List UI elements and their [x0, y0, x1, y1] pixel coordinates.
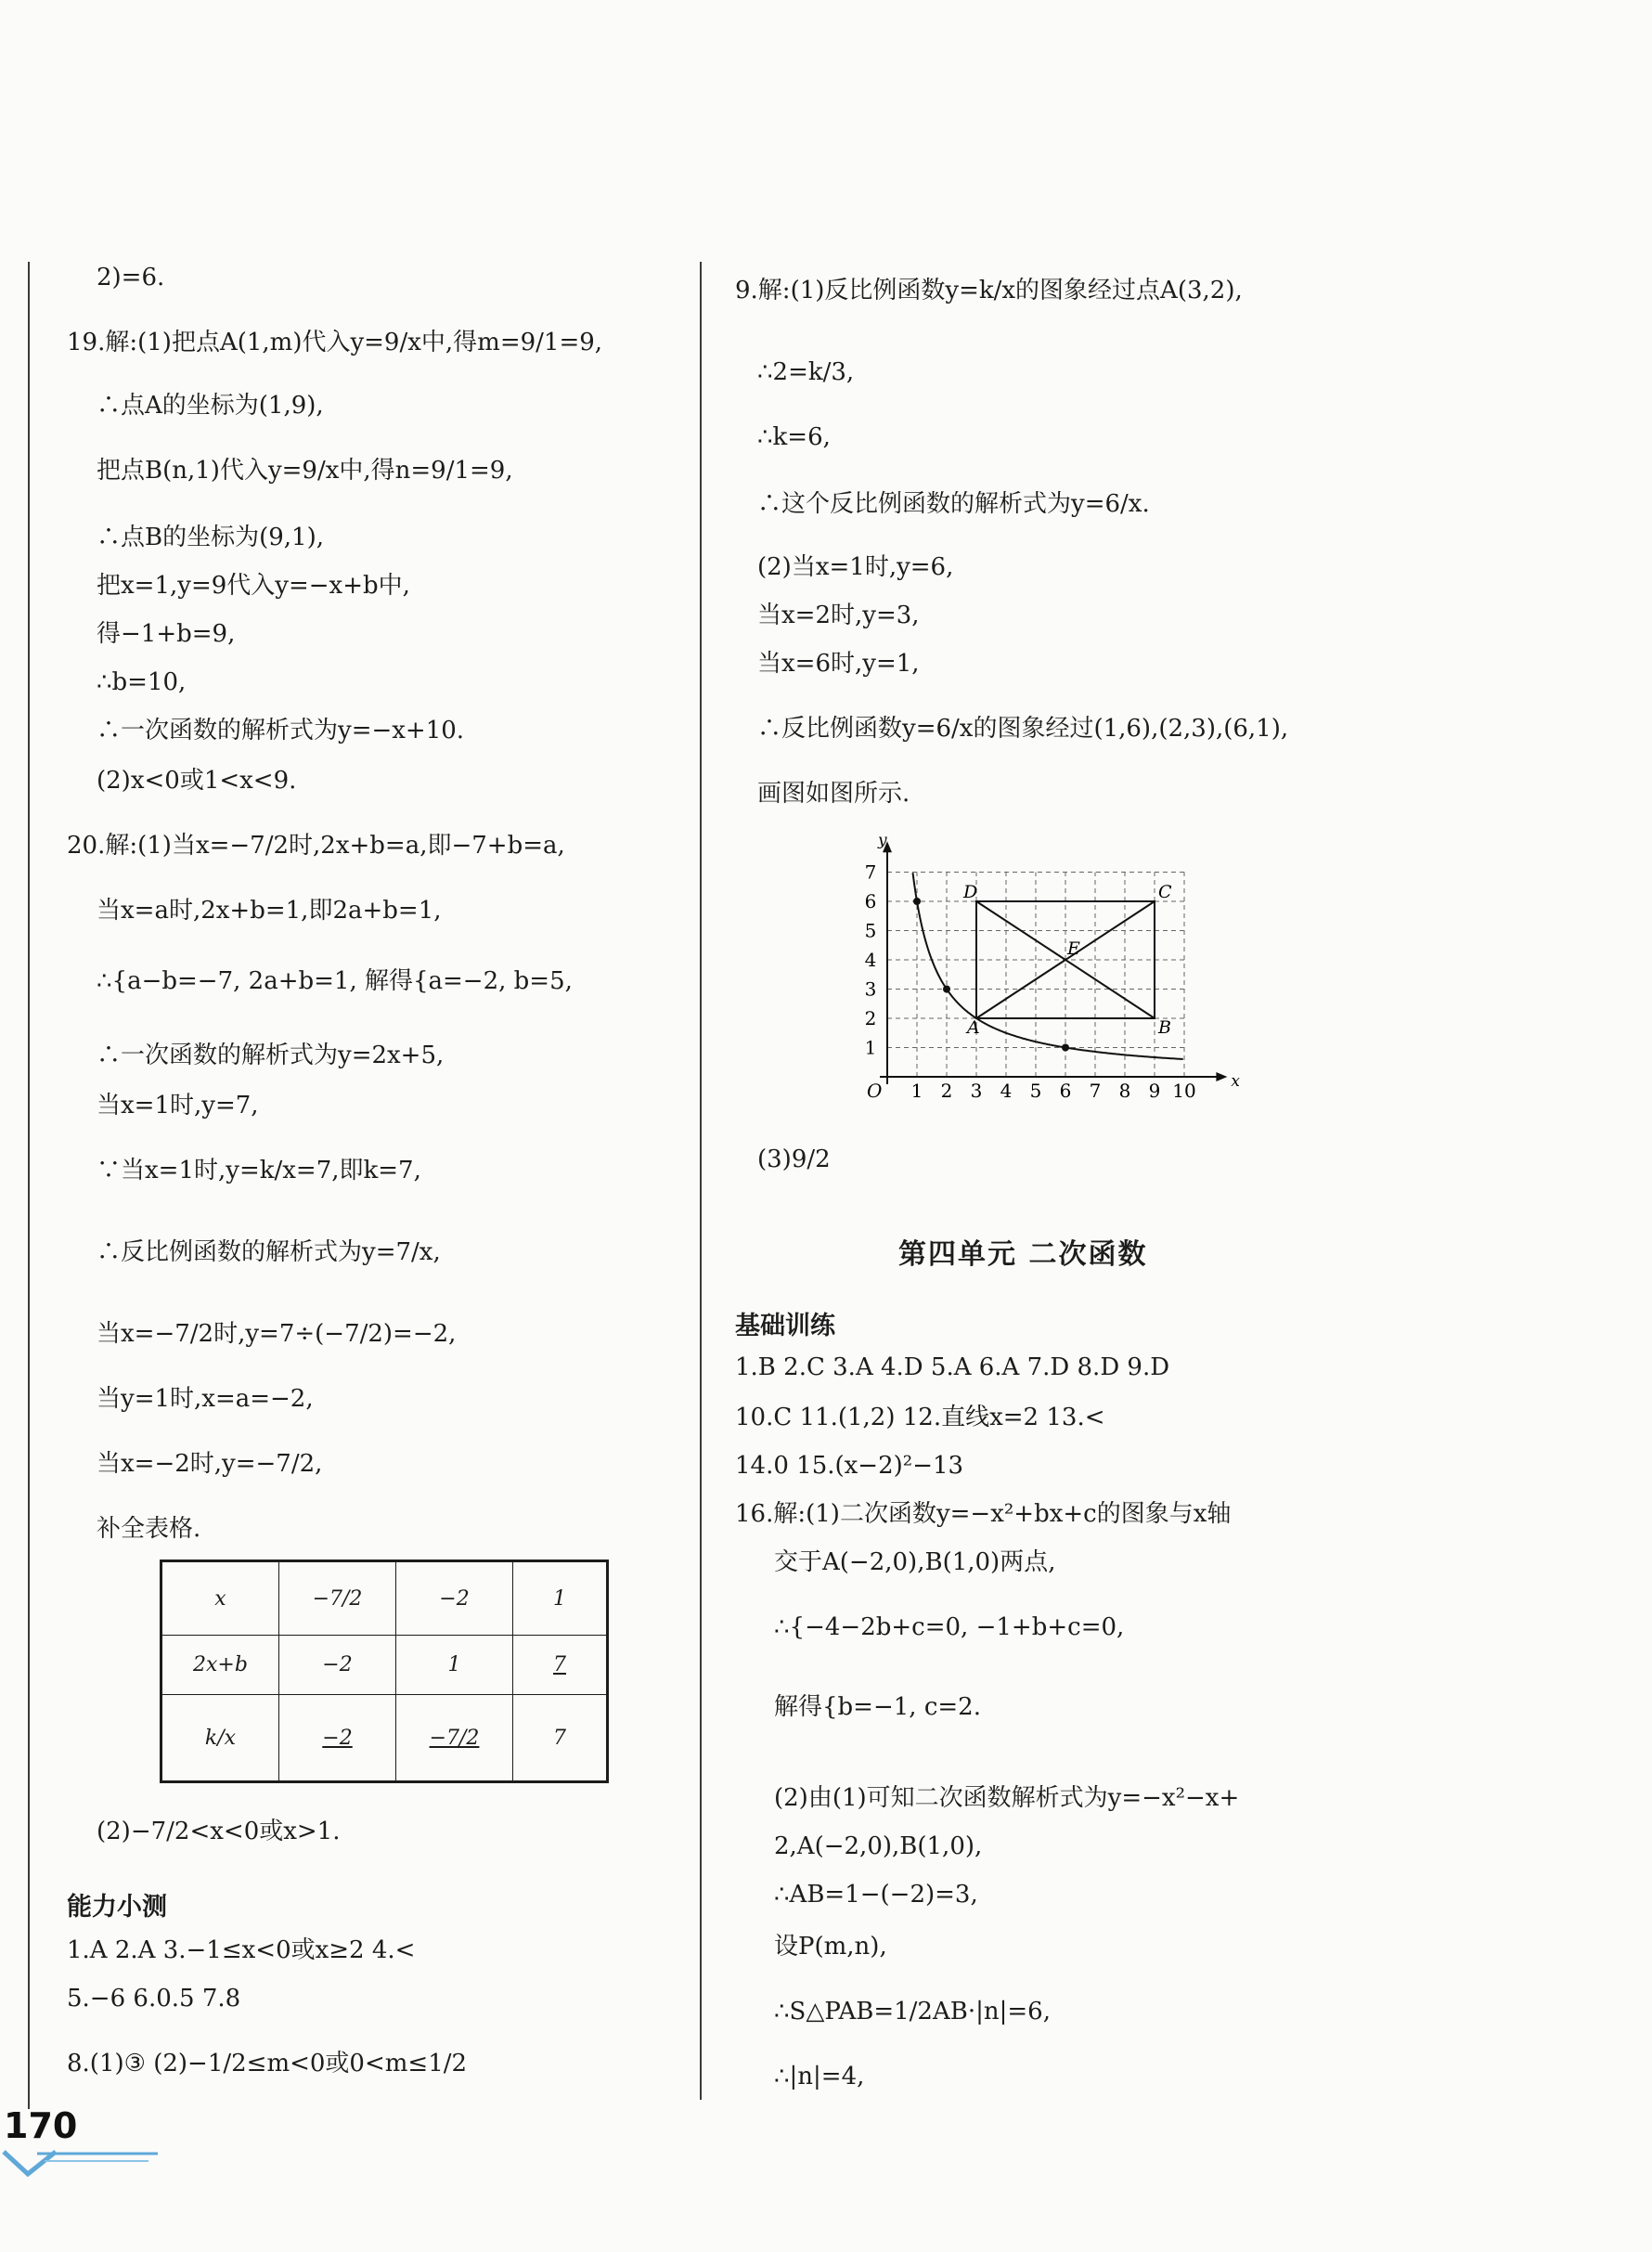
y-tick-label: 2: [864, 1007, 877, 1029]
ability-line-1: 5.−6 6.0.5 7.8: [67, 1985, 241, 2013]
right-line-3: ∴这个反比例函数的解析式为y=6/x.: [757, 490, 1150, 518]
unit-title: 第四单元 二次函数: [898, 1238, 1148, 1271]
column-divider: [700, 262, 702, 2100]
x-tick-label: 1: [910, 1080, 923, 1102]
left-line-18: 当y=1时,x=a=−2,: [97, 1385, 314, 1413]
point-label-d: D: [963, 882, 978, 902]
x-axis-arrow: [1216, 1072, 1227, 1081]
q16-line-3: 解得{b=−1, c=2.: [774, 1693, 981, 1721]
table-cell: 2x+b: [161, 1636, 279, 1695]
left-line-15: ∵当x=1时,y=k/x=7,即k=7,: [97, 1157, 421, 1184]
q16-line-7: 设P(m,n),: [774, 1933, 887, 1961]
answer-line-2: 14.0 15.(x−2)²−13: [735, 1452, 964, 1480]
right-line-9: (3)9/2: [757, 1145, 831, 1173]
point-label-c: C: [1158, 882, 1172, 902]
q16-line-1: 交于A(−2,0),B(1,0)两点,: [774, 1548, 1056, 1576]
page-number-swoosh: [0, 2144, 167, 2181]
q16-line-9: ∴|n|=4,: [774, 2063, 865, 2090]
right-line-0: 9.解:(1)反比例函数y=k/x的图象经过点A(3,2),: [735, 277, 1243, 304]
table-cell: x: [161, 1561, 279, 1636]
y-tick-label: 1: [864, 1036, 877, 1059]
ability-line-0: 1.A 2.A 3.−1≤x<0或x≥2 4.<: [67, 1936, 416, 1964]
x-axis-label: x: [1231, 1072, 1240, 1091]
ability-heading: 能力小测: [67, 1893, 167, 1922]
marked-point: [1062, 1044, 1069, 1052]
page-number: 170: [4, 2105, 78, 2146]
right-line-7: ∴反比例函数y=6/x的图象经过(1,6),(2,3),(6,1),: [757, 715, 1289, 743]
y-tick-label: 3: [864, 977, 877, 1001]
x-tick-label: 4: [1000, 1080, 1013, 1102]
x-tick-label: 10: [1172, 1080, 1196, 1102]
left-line-21: (2)−7/2<x<0或x>1.: [97, 1818, 341, 1845]
x-tick-label: 8: [1118, 1080, 1131, 1102]
left-line-8: ∴一次函数的解析式为y=−x+10.: [97, 717, 465, 744]
q16-line-8: ∴S△PAB=1/2AB·|n|=6,: [774, 1998, 1051, 2026]
q16-line-4: (2)由(1)可知二次函数解析式为y=−x²−x+: [774, 1784, 1240, 1812]
table-cell: −7/2: [279, 1561, 396, 1636]
x-tick-label: 9: [1148, 1080, 1161, 1102]
table-cell: −2: [396, 1561, 513, 1636]
x-tick-label: 5: [1029, 1080, 1042, 1102]
table-cell: 1: [396, 1636, 513, 1695]
right-line-6: 当x=6时,y=1,: [757, 650, 920, 678]
origin-label: O: [867, 1080, 883, 1102]
completed-table: [160, 1560, 609, 1783]
y-tick-label: 7: [864, 861, 877, 884]
point-label-e: E: [1067, 938, 1080, 959]
table-cell: −7/2: [396, 1695, 513, 1782]
ability-line-2: 8.(1)③ (2)−1/2≤m<0或0<m≤1/2: [67, 2050, 468, 2077]
left-line-19: 当x=−2时,y=−7/2,: [97, 1450, 323, 1478]
left-line-1: 19.解:(1)把点A(1,m)代入y=9/x中,得m=9/1=9,: [67, 329, 603, 356]
q16-line-2: ∴{−4−2b+c=0, −1+b+c=0,: [774, 1613, 1125, 1641]
table-cell: k/x: [161, 1695, 279, 1782]
left-line-20: 补全表格.: [97, 1515, 201, 1543]
y-tick-label: 6: [864, 890, 877, 912]
left-line-16: ∴反比例函数的解析式为y=7/x,: [97, 1238, 441, 1266]
left-margin-rule: [28, 262, 30, 2109]
y-tick-label: 4: [864, 949, 877, 971]
left-line-6: 得−1+b=9,: [97, 620, 236, 648]
q16-line-6: ∴AB=1−(−2)=3,: [774, 1881, 978, 1909]
table-cell: 7: [513, 1695, 608, 1782]
left-line-7: ∴b=10,: [97, 668, 187, 696]
left-line-4: ∴点B的坐标为(9,1),: [97, 524, 325, 551]
left-line-5: 把x=1,y=9代入y=−x+b中,: [97, 572, 410, 600]
basic-training-heading: 基础训练: [735, 1312, 835, 1340]
point-label-b: B: [1158, 1017, 1171, 1038]
right-line-2: ∴k=6,: [757, 423, 831, 451]
q16-line-0: 16.解:(1)二次函数y=−x²+bx+c的图象与x轴: [735, 1500, 1232, 1528]
right-line-8: 画图如图所示.: [757, 780, 910, 808]
left-line-9: (2)x<0或1<x<9.: [97, 767, 297, 795]
point-label-a: A: [967, 1017, 980, 1038]
marked-point: [943, 986, 950, 993]
y-tick-label: 5: [864, 919, 877, 942]
left-line-12: ∴{a−b=−7, 2a+b=1, 解得{a=−2, b=5,: [97, 967, 573, 995]
x-tick-label: 3: [970, 1080, 983, 1102]
left-line-3: 把点B(n,1)代入y=9/x中,得n=9/1=9,: [97, 457, 513, 485]
y-axis-label: y: [878, 831, 887, 850]
left-line-2: ∴点A的坐标为(1,9),: [97, 392, 324, 420]
left-line-13: ∴一次函数的解析式为y=2x+5,: [97, 1042, 445, 1069]
right-line-4: (2)当x=1时,y=6,: [757, 553, 954, 581]
inverse-proportion-graph: [854, 830, 1244, 1108]
left-line-10: 20.解:(1)当x=−7/2时,2x+b=a,即−7+b=a,: [67, 832, 565, 860]
q16-line-5: 2,A(−2,0),B(1,0),: [774, 1832, 983, 1860]
x-tick-label: 6: [1059, 1080, 1072, 1102]
x-tick-label: 2: [940, 1080, 953, 1102]
table-cell: 7: [513, 1636, 608, 1695]
answer-line-1: 10.C 11.(1,2) 12.直线x=2 13.<: [735, 1404, 1105, 1431]
table-cell: 1: [513, 1561, 608, 1636]
left-line-17: 当x=−7/2时,y=7÷(−7/2)=−2,: [97, 1320, 457, 1348]
left-line-14: 当x=1时,y=7,: [97, 1092, 259, 1120]
x-tick-label: 7: [1089, 1080, 1102, 1102]
left-line-0: 2)=6.: [97, 264, 165, 291]
answer-line-0: 1.B 2.C 3.A 4.D 5.A 6.A 7.D 8.D 9.D: [735, 1353, 1170, 1381]
table-cell: −2: [279, 1695, 396, 1782]
marked-point: [913, 898, 921, 905]
left-line-11: 当x=a时,2x+b=1,即2a+b=1,: [97, 897, 442, 925]
table-cell: −2: [279, 1636, 396, 1695]
right-line-1: ∴2=k/3,: [757, 358, 855, 386]
right-line-5: 当x=2时,y=3,: [757, 602, 920, 629]
